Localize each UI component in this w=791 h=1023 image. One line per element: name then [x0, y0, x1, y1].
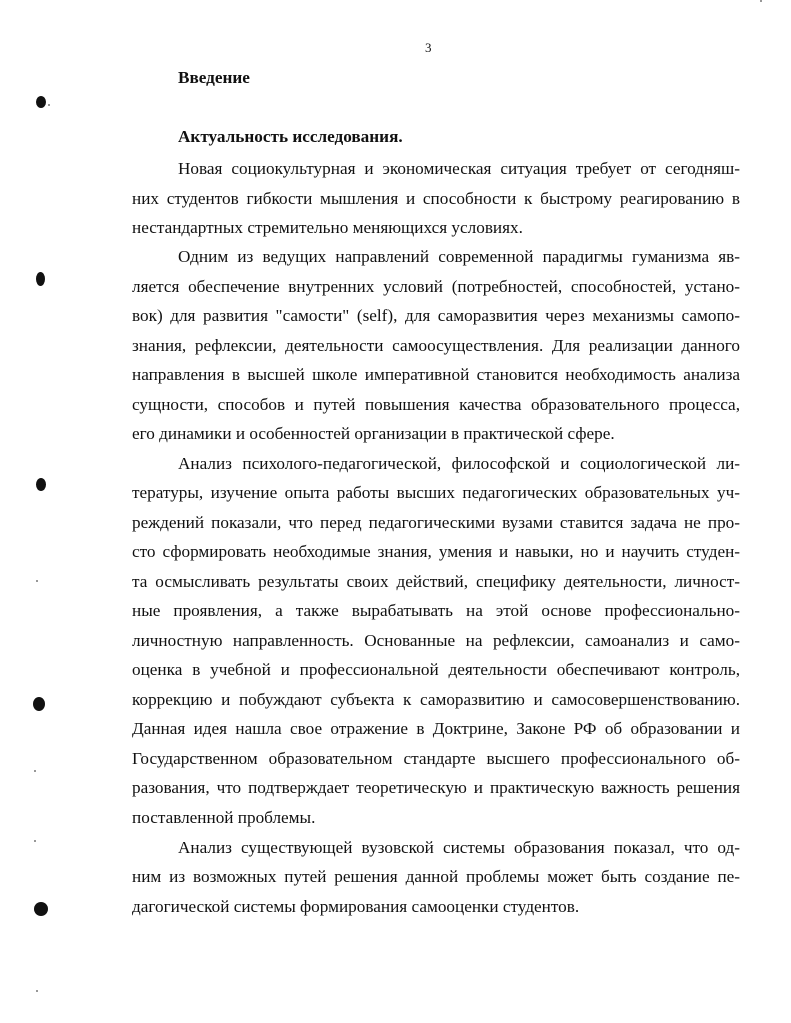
text-line: сто сформировать необходимые знания, умения и навыки, но и научить студен- — [132, 542, 740, 561]
text-line: Одним из ведущих направлений современной парадигмы гуманизма яв- — [178, 247, 740, 266]
subsection-heading: Актуальность исследования. — [178, 127, 403, 146]
text-line: разования, что подтверждает теоретическую и практическую важность решения — [132, 778, 740, 797]
text-line: та осмысливать результаты своих действий, специфику деятельности, личност- — [132, 572, 740, 591]
text-line: сущности, способов и путей повышения качества образовательного процесса, — [132, 395, 740, 414]
punch-hole-mark — [34, 902, 48, 916]
section-heading: Введение — [178, 68, 250, 87]
scan-speck — [36, 990, 38, 992]
text-line: ним из возможных путей решения данной проблемы может быть создание пе- — [132, 867, 740, 886]
text-line: ляется обеспечение внутренних условий (потребностей, способностей, устано- — [132, 277, 740, 296]
text-line: дагогической системы формирования самооценки студентов. — [132, 897, 580, 916]
page-number: 3 — [425, 40, 432, 55]
text-line: Анализ существующей вузовской системы образования показал, что од- — [178, 838, 740, 857]
text-line: знания, рефлексии, деятельности самоосуществления. Для реализации данного — [132, 336, 740, 355]
scan-speck — [48, 104, 50, 106]
scan-speck — [36, 580, 38, 582]
text-line: направления в высшей школе императивной становится необходимость анализа — [132, 365, 740, 384]
scan-speck — [760, 0, 762, 2]
text-line: оценка в учебной и профессиональной деятельности обеспечивают контроль, — [132, 660, 740, 679]
text-line: тературы, изучение опыта работы высших педагогических образовательных уч- — [132, 483, 740, 502]
text-line: поставленной проблемы. — [132, 808, 316, 827]
text-line: них студентов гибкости мышления и способности к быстрому реагированию в — [132, 189, 740, 208]
text-line: ные проявления, а также вырабатывать на этой основе профессионально- — [132, 601, 740, 620]
text-line: Данная идея нашла свое отражение в Доктрине, Законе РФ об образовании и — [132, 719, 740, 738]
text-line: реждений показали, что перед педагогическими вузами ставится задача не про- — [132, 513, 740, 532]
text-line: личностную направленность. Основанные на рефлексии, самоанализ и само- — [132, 631, 740, 650]
scan-speck — [34, 770, 36, 772]
text-line: Государственном образовательном стандарте высшего профессионального об- — [132, 749, 740, 768]
text-line: его динамики и особенностей организации в практической сфере. — [132, 424, 615, 443]
text-line: Новая социокультурная и экономическая ситуация требует от сегодняш- — [178, 159, 740, 178]
punch-hole-mark — [36, 96, 46, 108]
punch-hole-mark — [33, 697, 45, 711]
text-line: Анализ психолого-педагогической, философской и социологической ли- — [178, 454, 740, 473]
scan-speck — [34, 840, 36, 842]
text-line: вок) для развития "самости" (self), для саморазвития через механизмы самопо- — [132, 306, 740, 325]
punch-hole-mark — [36, 272, 45, 286]
punch-hole-mark — [36, 478, 46, 491]
text-line: коррекцию и побуждают субъекта к саморазвитию и самосовершенствованию. — [132, 690, 740, 709]
text-line: нестандартных стремительно меняющихся условиях. — [132, 218, 523, 237]
